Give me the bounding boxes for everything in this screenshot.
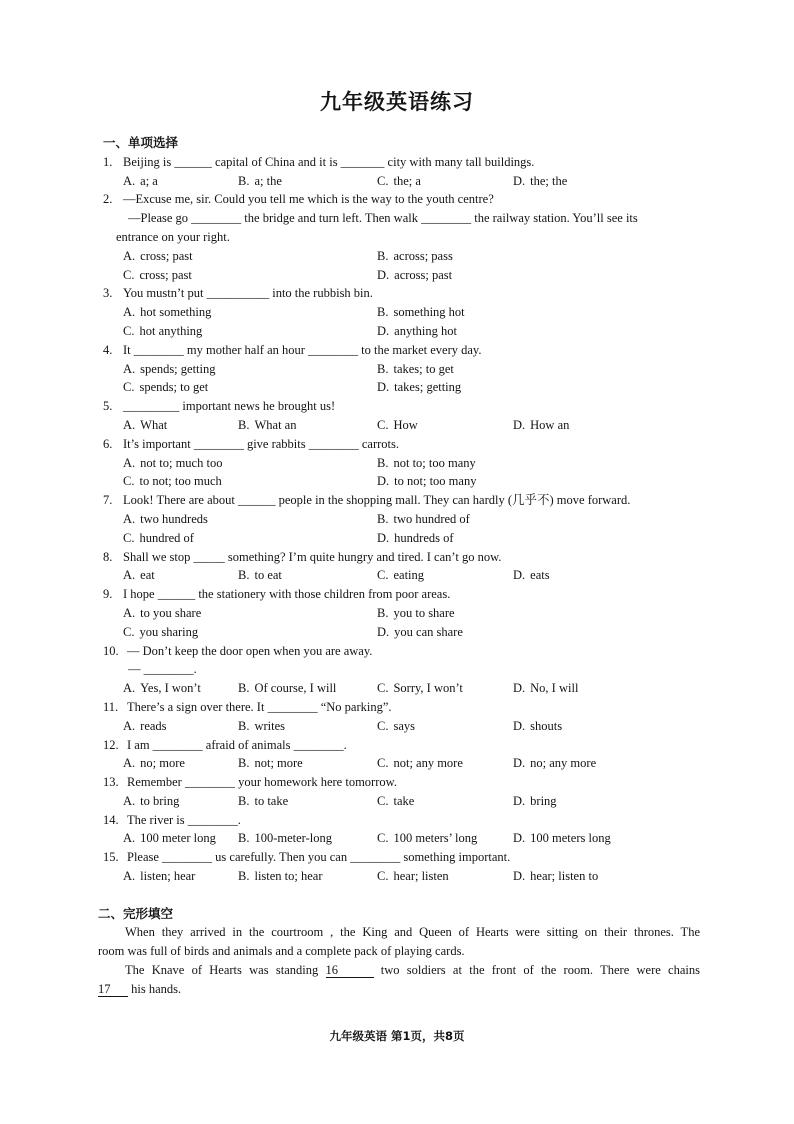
option-text: Of course, I will <box>254 681 337 696</box>
option-a <box>123 510 208 529</box>
option-text: 100-meter-long <box>254 831 332 846</box>
section-spacer <box>103 886 703 905</box>
exam-content <box>98 134 703 999</box>
option-label: D. <box>377 380 390 395</box>
option-a <box>123 172 158 191</box>
option-label: B. <box>377 605 389 620</box>
option-d <box>513 792 557 811</box>
option-a <box>123 679 201 698</box>
option-label: B. <box>238 793 250 808</box>
option-c <box>123 529 194 548</box>
question-number: 1. <box>103 154 113 169</box>
question-continuation <box>103 209 703 228</box>
passage-line <box>98 980 703 999</box>
option-text: takes; getting <box>394 380 462 395</box>
option-text: to take <box>254 793 289 808</box>
option-d <box>513 867 598 886</box>
question-number: 7. <box>103 493 113 508</box>
option-label: C. <box>377 568 389 583</box>
option-label: D. <box>513 173 526 188</box>
option-d <box>377 322 457 341</box>
option-c <box>123 378 208 397</box>
option-b <box>238 829 332 848</box>
options-row <box>103 754 703 773</box>
options-row <box>103 867 703 886</box>
option-c <box>123 322 202 341</box>
option-label: C. <box>123 323 135 338</box>
passage-text: The Knave of Hearts was standing <box>125 963 326 978</box>
question-number: 5. <box>103 399 113 414</box>
option-b <box>377 360 454 379</box>
option-a <box>123 754 185 773</box>
options-row <box>103 604 703 623</box>
option-label: C. <box>123 624 135 639</box>
option-text: across; past <box>394 267 453 282</box>
option-label: C. <box>377 869 389 884</box>
passage-text: two soldiers at the front of the room. There were chains <box>373 963 700 978</box>
option-label: B. <box>377 248 389 263</box>
option-text: cross; past <box>139 267 192 282</box>
passage-text: room was full of birds and animals and a complete pack of playing cards. <box>98 944 465 959</box>
question-stem: Beijing is ______ capital of China and it is _______ city with many tall buildings. <box>123 154 535 169</box>
options-row <box>103 303 703 322</box>
option-label: B. <box>238 568 250 583</box>
option-label: B. <box>377 305 389 320</box>
option-label: A. <box>123 756 136 771</box>
question-stem: Shall we stop _____ something? I’m quite hungry and tired. I can’t go now. <box>123 549 502 564</box>
option-text: to eat <box>254 568 282 583</box>
page-title: 九年级英语练习 <box>320 90 474 114</box>
option-text: hundred of <box>139 530 194 545</box>
option-label: C. <box>123 474 135 489</box>
options-row <box>103 266 703 285</box>
option-c <box>377 829 477 848</box>
question-line <box>103 736 703 755</box>
question-line <box>103 811 703 830</box>
option-label: A. <box>123 173 136 188</box>
option-label: A. <box>123 793 136 808</box>
option-label: C. <box>377 173 389 188</box>
option-text: you can share <box>394 624 463 639</box>
option-label: A. <box>123 718 136 733</box>
question-line <box>103 284 703 303</box>
option-label: A. <box>123 568 136 583</box>
option-c <box>123 623 198 642</box>
options-row <box>103 247 703 266</box>
option-text: hundreds of <box>394 530 454 545</box>
options-row <box>103 623 703 642</box>
option-label: A. <box>123 869 136 884</box>
option-label: B. <box>238 718 250 733</box>
option-text: eat <box>140 568 155 583</box>
option-text: not to; much too <box>140 455 223 470</box>
option-label: D. <box>513 568 526 583</box>
option-c <box>377 792 414 811</box>
question-line <box>103 585 703 604</box>
question-number: 6. <box>103 436 113 451</box>
option-label: B. <box>377 361 389 376</box>
option-text: takes; to get <box>393 361 454 376</box>
option-d <box>377 378 461 397</box>
question-line <box>103 190 703 209</box>
option-text: spends; to get <box>139 380 209 395</box>
option-label: D. <box>377 267 390 282</box>
option-c <box>123 266 192 285</box>
question-line <box>103 397 703 416</box>
option-text: reads <box>140 718 167 733</box>
options-row <box>103 529 703 548</box>
option-b <box>377 454 476 473</box>
option-label: C. <box>377 417 389 432</box>
question-stem: Please ________ us carefully. Then you can ________ something important. <box>127 850 511 865</box>
option-label: D. <box>513 869 526 884</box>
question-number: 14. <box>103 812 119 827</box>
option-label: B. <box>377 455 389 470</box>
option-label: C. <box>377 756 389 771</box>
option-text: spends; getting <box>140 361 216 376</box>
option-label: D. <box>377 624 390 639</box>
option-label: D. <box>513 756 526 771</box>
option-text: 100 meters long <box>530 831 611 846</box>
option-a <box>123 454 222 473</box>
option-label: D. <box>513 417 526 432</box>
option-text: eats <box>530 568 550 583</box>
option-label: A. <box>123 511 136 526</box>
option-a <box>123 829 216 848</box>
question-number: 10. <box>103 643 119 658</box>
option-d <box>377 529 454 548</box>
option-a <box>123 566 155 585</box>
option-a <box>123 604 201 623</box>
option-text: hot anything <box>139 323 203 338</box>
question-stem: — Don’t keep the door open when you are away. <box>127 643 373 658</box>
option-text: cross; past <box>140 248 193 263</box>
passage-text: his hands. <box>128 981 182 996</box>
option-text: two hundred of <box>393 511 470 526</box>
options-row <box>103 679 703 698</box>
option-label: B. <box>238 681 250 696</box>
option-label: B. <box>238 417 250 432</box>
option-text: not; any more <box>393 756 463 771</box>
option-text: to not; too much <box>139 474 222 489</box>
section-heading-cloze: 二、完形填空 <box>98 905 174 921</box>
option-label: D. <box>377 530 390 545</box>
question-stem: _________ important news he brought us! <box>123 399 336 414</box>
option-a <box>123 303 211 322</box>
question-number: 11. <box>103 699 119 714</box>
option-b <box>238 416 296 435</box>
option-text: to you share <box>140 605 202 620</box>
option-text: hear; listen to <box>530 869 599 884</box>
option-b <box>238 754 303 773</box>
options-row <box>103 322 703 341</box>
question-stem: You mustn’t put __________ into the rubbish bin. <box>123 286 373 301</box>
options-row <box>103 510 703 529</box>
question-number: 2. <box>103 192 113 207</box>
option-label: A. <box>123 605 136 620</box>
option-label: C. <box>377 681 389 696</box>
question-number: 12. <box>103 737 119 752</box>
question-stem: —Excuse me, sir. Could you tell me which is the way to the youth centre? <box>123 192 494 207</box>
option-label: C. <box>123 380 135 395</box>
question-number: 3. <box>103 286 113 301</box>
option-d <box>513 717 562 736</box>
question-stem: entrance on your right. <box>116 229 230 244</box>
option-c <box>377 754 463 773</box>
option-text: two hundreds <box>140 511 208 526</box>
question-line <box>103 848 703 867</box>
option-c <box>377 416 418 435</box>
option-c <box>377 566 424 585</box>
option-d <box>377 623 463 642</box>
option-text: listen to; hear <box>254 869 323 884</box>
option-text: a; a <box>140 173 158 188</box>
options-row <box>103 172 703 191</box>
option-a <box>123 792 179 811</box>
question-stem: It’s important ________ give rabbits ________ carrots. <box>123 436 400 451</box>
question-line <box>103 548 703 567</box>
options-row <box>103 566 703 585</box>
option-text: How <box>393 417 418 432</box>
option-text: take <box>393 793 415 808</box>
option-text: What <box>140 417 168 432</box>
question-number: 15. <box>103 850 119 865</box>
option-label: B. <box>238 756 250 771</box>
option-text: to bring <box>140 793 180 808</box>
option-text: a; the <box>254 173 282 188</box>
question-line <box>103 773 703 792</box>
option-text: listen; hear <box>140 869 196 884</box>
question-line <box>103 491 703 510</box>
option-text: hot something <box>140 305 212 320</box>
option-text: no; more <box>140 756 185 771</box>
question-number: 13. <box>103 775 119 790</box>
option-label: C. <box>123 530 135 545</box>
option-label: A. <box>123 248 136 263</box>
option-text: bring <box>530 793 557 808</box>
question-line <box>103 341 703 360</box>
option-text: No, I will <box>530 681 579 696</box>
option-text: you sharing <box>139 624 199 639</box>
question-stem: Look! There are about ______ people in the shopping mall. They can hardly (几乎不) move forward. <box>123 493 631 508</box>
question-number: 4. <box>103 342 113 357</box>
option-label: C. <box>377 793 389 808</box>
option-label: D. <box>513 831 526 846</box>
option-b <box>238 717 285 736</box>
option-b <box>377 604 455 623</box>
options-row <box>103 792 703 811</box>
option-a <box>123 416 167 435</box>
options-row <box>103 416 703 435</box>
option-label: C. <box>123 267 135 282</box>
option-text: not to; too many <box>393 455 476 470</box>
question-stem: — ________. <box>128 662 197 677</box>
passage-line <box>125 923 700 942</box>
option-b <box>238 679 336 698</box>
option-label: B. <box>238 869 250 884</box>
option-b <box>377 247 453 266</box>
option-c <box>377 679 463 698</box>
question-stem: Remember ________ your homework here tomorrow. <box>127 775 397 790</box>
option-d <box>513 172 567 191</box>
option-text: across; pass <box>393 248 453 263</box>
option-label: A. <box>123 361 136 376</box>
option-text: What an <box>254 417 297 432</box>
option-text: hear; listen <box>393 869 449 884</box>
option-label: D. <box>377 323 390 338</box>
option-label: A. <box>123 305 136 320</box>
question-stem: It ________ my mother half an hour ________ to the market every day. <box>123 342 482 357</box>
option-label: A. <box>123 831 136 846</box>
option-b <box>238 172 282 191</box>
option-b <box>238 867 323 886</box>
option-text: says <box>393 718 415 733</box>
option-c <box>377 172 421 191</box>
option-text: the; the <box>530 173 568 188</box>
question-stem: —Please go ________ the bridge and turn left. Then walk ________ the railway station. You’ll see its <box>128 211 638 226</box>
options-row <box>103 717 703 736</box>
cloze-blank-16: 16 <box>326 963 374 978</box>
option-text: Sorry, I won’t <box>393 681 463 696</box>
option-b <box>238 566 282 585</box>
option-text: 100 meter long <box>140 831 216 846</box>
option-a <box>123 717 167 736</box>
page-footer: 九年级英语 第1页，共8页 <box>329 1029 465 1043</box>
question-stem: I am ________ afraid of animals ________. <box>127 737 347 752</box>
cloze-blank-17: 17 <box>98 982 128 997</box>
question-continuation <box>103 228 703 247</box>
option-text: 100 meters’ long <box>393 831 478 846</box>
option-label: C. <box>377 718 389 733</box>
question-number: 8. <box>103 549 113 564</box>
option-d <box>513 416 569 435</box>
question-stem: I hope ______ the stationery with those children from poor areas. <box>123 587 451 602</box>
option-d <box>513 679 578 698</box>
option-c <box>377 717 415 736</box>
option-d <box>513 829 611 848</box>
option-text: the; a <box>393 173 421 188</box>
option-d <box>513 754 596 773</box>
passage-line <box>98 942 703 961</box>
question-number: 9. <box>103 587 113 602</box>
option-label: D. <box>513 681 526 696</box>
option-text: anything hot <box>394 323 457 338</box>
option-label: A. <box>123 417 136 432</box>
option-text: shouts <box>530 718 563 733</box>
passage-text: When they arrived in the courtroom , the King and Queen of Hearts were sitting on their thrones. The <box>125 925 700 940</box>
option-label: A. <box>123 455 136 470</box>
option-c <box>377 867 449 886</box>
option-b <box>377 510 470 529</box>
passage-line <box>125 961 700 980</box>
option-text: not; more <box>254 756 303 771</box>
question-line <box>103 642 703 661</box>
option-a <box>123 360 216 379</box>
option-label: A. <box>123 681 136 696</box>
option-text: you to share <box>393 605 455 620</box>
option-b <box>238 792 288 811</box>
question-line <box>103 153 703 172</box>
option-label: B. <box>238 831 250 846</box>
option-d <box>377 472 476 491</box>
options-row <box>103 829 703 848</box>
option-label: B. <box>238 173 250 188</box>
option-label: D. <box>513 793 526 808</box>
question-stem: There’s a sign over there. It ________ “No parking”. <box>127 699 392 714</box>
option-text: no; any more <box>530 756 597 771</box>
question-line <box>103 435 703 454</box>
question-stem: The river is ________. <box>127 812 241 827</box>
option-text: something hot <box>393 305 465 320</box>
options-row <box>103 360 703 379</box>
section-heading-choice: 一、单项选择 <box>103 135 179 150</box>
option-label: D. <box>377 474 390 489</box>
option-text: eating <box>393 568 425 583</box>
options-row <box>103 454 703 473</box>
option-text: Yes, I won’t <box>140 681 201 696</box>
option-a <box>123 867 195 886</box>
options-row <box>103 378 703 397</box>
option-d <box>513 566 550 585</box>
option-label: D. <box>513 718 526 733</box>
option-label: C. <box>377 831 389 846</box>
option-text: How an <box>530 417 570 432</box>
question-line <box>103 698 703 717</box>
question-continuation <box>103 660 703 679</box>
option-text: writes <box>254 718 286 733</box>
option-label: B. <box>377 511 389 526</box>
option-text: to not; too many <box>394 474 477 489</box>
option-a <box>123 247 193 266</box>
option-d <box>377 266 452 285</box>
option-c <box>123 472 222 491</box>
options-row <box>103 472 703 491</box>
option-b <box>377 303 465 322</box>
